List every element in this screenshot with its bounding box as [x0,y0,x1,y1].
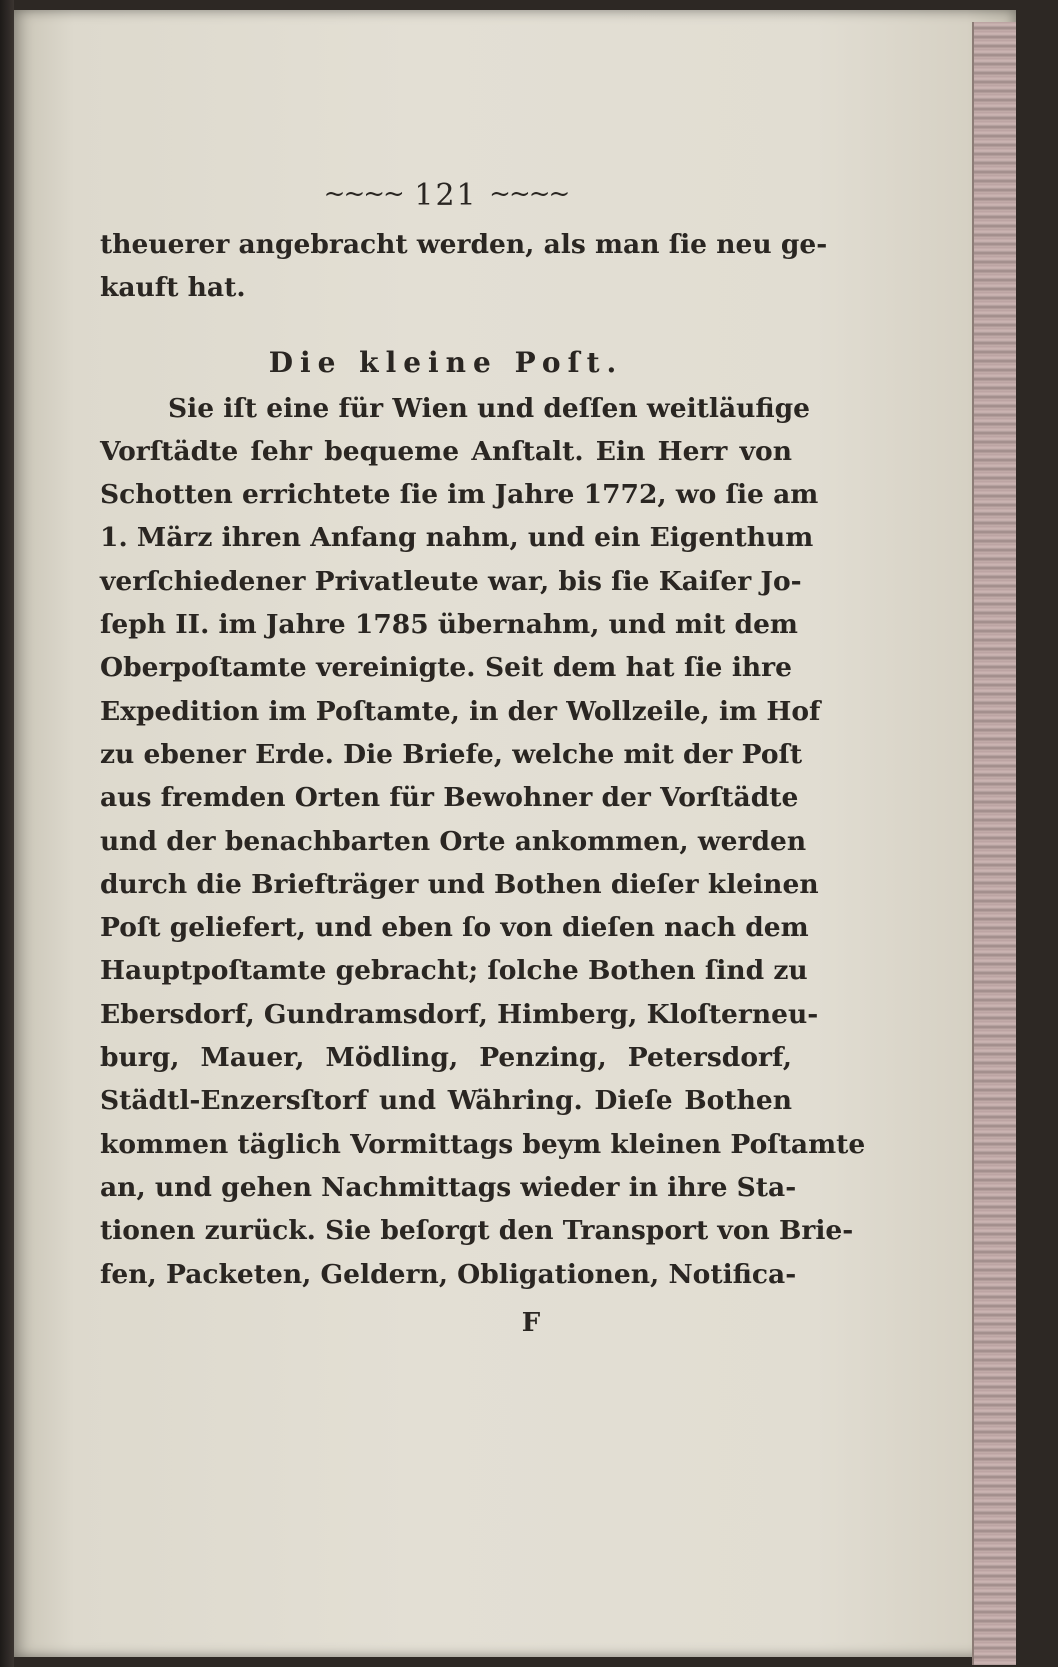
section-title: Die kleine Poſt. [268,345,624,379]
text-line: Schotten errichtete ſie im Jahre 1772, wo ſie am [100,479,819,511]
text-line: an, und gehen Nachmittags wieder in ihre Sta- [100,1171,797,1203]
text-line: fen, Packeten, Geldern, Obligationen, Notifica- [100,1258,797,1290]
text-line: kauft hat. [100,272,246,304]
text-line: Vorſtädte ſehr bequeme Anſtalt. Ein Herr von [100,435,792,467]
text-line: Oberpoſtamte vereinigte. Seit dem hat ſie ihre [100,652,792,684]
text-line: Ebersdorf, Gundramsdorf, Himberg, Kloſterneu- [100,998,819,1030]
page-text [100,178,866,1338]
header-ornament-left: ~~~~ [323,179,403,209]
text-line: 1. März ihren Anfang nahm, und ein Eigenthum [100,522,814,554]
header-ornament-right: ~~~~ [489,179,569,209]
page-edge [972,22,1016,1665]
text-line: tionen zurück. Sie beſorgt den Transport von Brie- [100,1215,854,1247]
text-line: durch die Briefträger und Bothen dieſer kleinen [100,868,819,900]
text-line: Hauptpoſtamte gebracht; ſolche Bothen ſind zu [100,955,808,987]
text-line: kommen täglich Vormittags beym kleinen Poſtamte [100,1128,866,1160]
text-line: Städtl-Enzersſtorf und Währing. Dieſe Bothen [100,1085,792,1117]
text-line: Sie iſt eine für Wien und deſſen weitläufige [168,392,811,424]
text-line: ſeph II. im Jahre 1785 übernahm, und mit dem [100,609,798,641]
book-spine [0,0,14,1667]
text-line: burg, Mauer, Mödling, Penzing, Petersdorf, [100,1042,792,1074]
page-number: 121 [414,178,478,213]
text-line: Poſt geliefert, und eben ſo von dieſen nach dem [100,912,809,944]
text-line: Expedition im Poſtamte, in der Wollzeile, im Hof [100,695,821,727]
signature-mark: F [521,1307,541,1338]
text-line: und der benachbarten Orte ankommen, werden [100,825,807,857]
text-line: theuerer angebracht werden, als man ſie neu ge- [100,229,828,260]
text-line: aus fremden Orten für Bewohner der Vorſtädte [100,782,799,814]
text-line: zu ebener Erde. Die Briefe, welche mit der Poſt [100,738,803,770]
text-line: verſchiedener Privatleute war, bis ſie Kaiſer Jo- [100,565,802,597]
page-header [100,178,792,213]
